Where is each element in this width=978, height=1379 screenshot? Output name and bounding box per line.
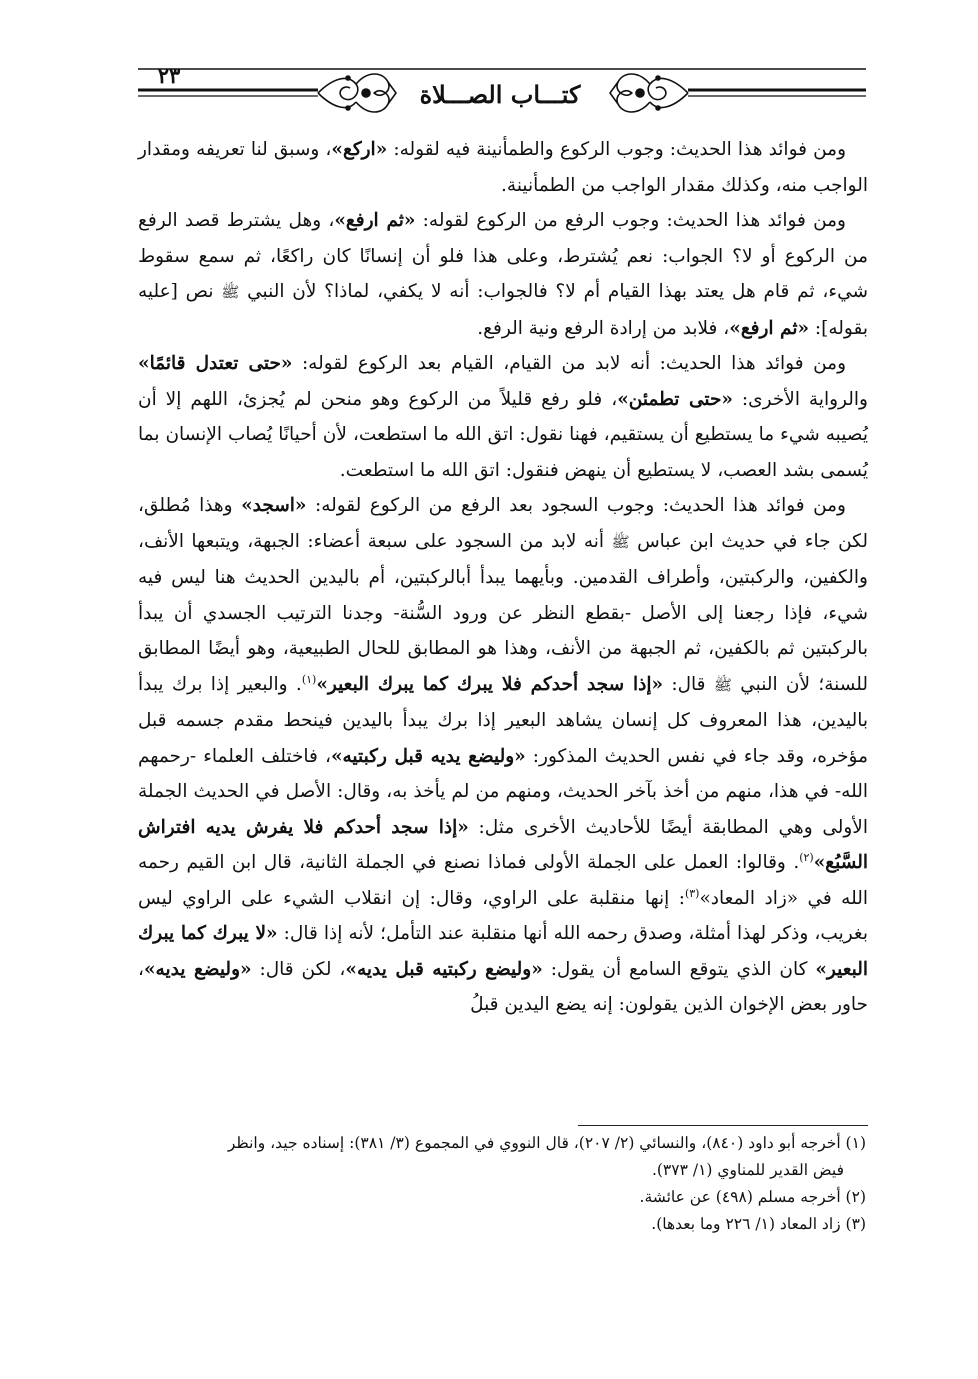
hadith-quote: «اركع»	[331, 139, 388, 160]
text-run: ، فاختلف العلماء -رحمهم الله- في هذا، منهم من أخذ بآخر الحديث، ومنهم من لم يأخذ به، وقال: الأصل في الحديث الجملة الأولى وهي المطابقة أيضًا للأحاديث الأخرى مثل:	[138, 745, 869, 838]
page-header	[138, 60, 866, 130]
text-run: ومن فوائد هذا الحديث: وجوب السجود بعد الرفع من الركوع لقوله:	[306, 495, 846, 516]
text-run: : إنها منقلبة على الراوي، وقال: إن انقلاب الشيء على الراوي ليس بغريب، وذكر لهذا أمثلة، وصدق رحمه الله أنها منقلبة عند التأمل؛ لأنه إذا قال:	[138, 887, 868, 944]
hadith-quote: «حتى تطمئن»	[617, 388, 733, 410]
text-run: أنه لابد من السجود على سبعة أعضاء: الجبهة، ويتبعها الأنف، والكفين، والركبتين، وأطراف القدمين. وبأيهما يبدأ أبالركبتين، أم باليدين الحديث هنا ليس فيه شيء، فإذا رجعنا إلى الأصل -بقطع النظر عن ورود السُّنة- وجدنا الترتيب الجسدي أن يبدأ بالركبتين ثم بالكفين، ثم الجبهة من الأنف، وهذا هو المطابق للحال الطبيعية، وهو أيضًا المطابق للسنة؛ لأن النبي	[138, 530, 868, 695]
hadith-quote: «حتى تعتدل قائمًا»	[138, 353, 293, 374]
left-ornament-icon	[318, 74, 396, 112]
hadith-quote: «إذا سجد أحدكم فلا يبرك كما يبرك البعير»	[316, 673, 664, 695]
honorific-glyph: ﷺ	[713, 675, 732, 694]
honorific-glyph: ﷺ	[611, 532, 630, 551]
paragraph	[138, 203, 868, 346]
footnote-marker: (٣)	[684, 886, 700, 900]
hadith-quote: «لا يبرك كما يبرك البعير»	[138, 923, 868, 980]
text-run: ، حاور بعض الإخوان الذين يقولون: إنه يضع اليدين قبلُ	[138, 958, 868, 1015]
text-run: قال:	[663, 673, 714, 695]
footnote-text: (١) أخرجه أبو داود (٨٤٠)، والنسائي (٢/ ٢٠٧)، قال النووي في المجموع (٣/ ٣٨١): إسناده جيد، وانظر	[227, 1134, 866, 1152]
text-run: ومن فوائد هذا الحديث: وجوب الرفع من الركوع لقوله:	[415, 210, 846, 231]
hadith-quote: «وليضع يديه»	[143, 958, 252, 980]
footnote-text-continued: فيض القدير للمناوي (١/ ٣٧٣).	[651, 1161, 844, 1179]
hadith-quote: «وليضع ركبتيه قبل يديه»	[345, 958, 543, 980]
text-run: ومن فوائد هذا الحديث: وجوب الركوع والطمأنينة فيه لقوله:	[387, 139, 846, 160]
footnotes	[138, 1130, 868, 1238]
text-run: نص [عليه بقوله]:	[138, 281, 868, 339]
text-run: وهذا مُطلق، لكن جاء في حديث ابن عباس	[138, 495, 868, 552]
body-text	[138, 132, 868, 1023]
paragraph	[138, 488, 868, 1023]
paragraph	[138, 132, 868, 203]
book-title: كتـــاب الصـــلاة	[419, 80, 581, 109]
footnote-divider	[578, 1125, 868, 1126]
footnote-marker: (٢)	[799, 850, 814, 864]
footnote-text: (٢) أخرجه مسلم (٤٩٨) عن عائشة.	[639, 1188, 866, 1206]
footnote	[138, 1211, 868, 1238]
paragraph	[138, 346, 868, 488]
hadith-quote: «ثم ارفع»	[334, 210, 416, 231]
footnote	[138, 1184, 868, 1211]
text-run: والرواية الأخرى:	[732, 388, 868, 410]
text-run: . والبعير إذا برك يبدأ باليدين، هذا المعروف كل إنسان يشاهد البعير إذا برك يبدأ باليدين فينحط مقدم جسمه قبل مؤخره، وقد جاء في نفس الحديث المذكور:	[138, 673, 868, 767]
footnote-text: (٣) زاد المعاد (١/ ٢٢٦ وما بعدها).	[651, 1215, 866, 1233]
text-run: ومن فوائد هذا الحديث: أنه لابد من القيام، القيام بعد الركوع لقوله:	[292, 353, 847, 374]
footnote-marker: (١)	[301, 672, 317, 686]
honorific-glyph: ﷺ	[221, 283, 240, 301]
footnote	[138, 1130, 868, 1184]
hadith-quote: «اسجد»	[241, 495, 307, 516]
hadith-quote: «ثم ارفع»	[729, 317, 810, 339]
text-run: كان الذي يتوقع السامع أن يقول:	[542, 958, 816, 980]
hadith-quote: «إذا سجد أحدكم فلا يفرش يديه افتراش السَّبُع»	[138, 816, 868, 873]
text-run: ، وسبق لنا تعريفه ومقدار الواجب منه، وكذلك مقدار الواجب من الطمأنينة.	[138, 139, 868, 196]
text-run: ، وهل يشترط قصد الرفع من الركوع أو لا؟ الجواب: نعم يُشترط، وعلى هذا فلو أن إنسانًا كان راكعًا، ثم سمع سقوط شيء، ثم قام هل يعتد بهذا القيام أم لا؟ فالجواب: أنه لا يكفي، لماذا؟ لأن النبي	[138, 210, 868, 302]
text-run: ، فلابد من إرادة الرفع ونية الرفع.	[477, 317, 730, 339]
text-run: . وقالوا: العمل على الجملة الأولى فماذا نصنع في الجملة الثانية، قال ابن القيم رحمه الله في «زاد المعاد»	[138, 852, 868, 909]
text-run: ، فلو رفع قليلاً من الركوع وهو منحن لم يُجزئ، اللهم إلا أن يُصيبه شيء ما يستطيع أن يستقيم، فهنا نقول: اتق الله ما استطعت، لأن أحيانًا يُصاب الإنسان بما يُسمى بشد العصب، لا يستطيع أن ينهض فنقول: اتق الله ما استطعت.	[138, 388, 868, 481]
right-ornament-icon	[610, 74, 688, 112]
page-number: ٢٣	[157, 63, 181, 88]
text-run: ، لكن قال:	[251, 958, 346, 980]
hadith-quote: «وليضع يديه قبل ركبتيه»	[330, 745, 526, 767]
